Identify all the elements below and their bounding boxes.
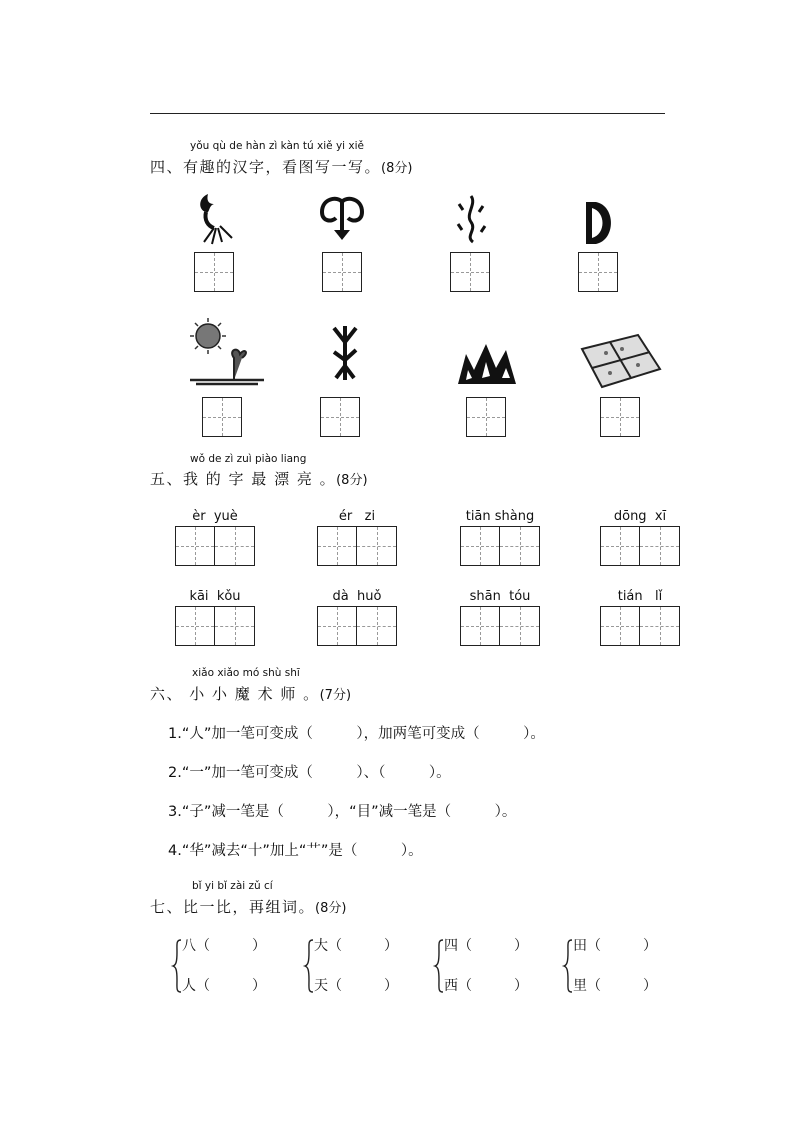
heart-pictograph-icon	[318, 196, 366, 244]
question-3: 3.“子”减一笔是（ ），“目”减一笔是（ ）。	[168, 804, 517, 820]
write-box[interactable]	[640, 606, 680, 646]
sec7-title: 七、比一比，再组词。(8分)	[150, 898, 347, 916]
brace-icon	[304, 938, 314, 994]
sec4-pinyin: yǒu qù de hàn zì kàn tú xiě yi xiě	[190, 140, 365, 152]
question-1: 1.“人”加一笔可变成（ ），加两笔可变成（ ）。	[168, 726, 545, 742]
write-box[interactable]	[460, 526, 500, 566]
word-pinyin: kāi kǒu	[189, 589, 241, 604]
write-box[interactable]	[578, 252, 618, 292]
sec6-title: 六、 小 小 魔 术 师 。(7分)	[150, 685, 352, 703]
write-box[interactable]	[215, 526, 255, 566]
tree-pictograph-icon	[330, 322, 360, 384]
word-box-pair[interactable]	[600, 526, 680, 566]
compare-top: 四（ ）	[444, 938, 528, 954]
write-box[interactable]	[317, 526, 357, 566]
word-box-pair[interactable]	[317, 606, 397, 646]
write-box[interactable]	[320, 397, 360, 437]
write-box[interactable]	[317, 606, 357, 646]
write-box[interactable]	[500, 606, 540, 646]
write-box[interactable]	[466, 397, 506, 437]
compare-top: 田（ ）	[573, 938, 657, 954]
word-box-pair[interactable]	[600, 606, 680, 646]
compare-top: 八（ ）	[182, 938, 266, 954]
question-2: 2.“一”加一笔可变成（ ）、（ ）。	[168, 765, 451, 781]
compare-bottom: 天（ ）	[314, 978, 398, 994]
word-box-pair[interactable]	[175, 526, 255, 566]
write-box[interactable]	[175, 606, 215, 646]
word-pinyin: dōng xī	[613, 509, 667, 524]
word-box-pair[interactable]	[317, 526, 397, 566]
compare-bottom: 人（ ）	[182, 978, 266, 994]
write-box[interactable]	[357, 526, 397, 566]
write-box[interactable]	[175, 526, 215, 566]
word-box-pair[interactable]	[460, 606, 540, 646]
write-box[interactable]	[215, 606, 255, 646]
write-box[interactable]	[600, 526, 640, 566]
sec6-pinyin: xiǎo xiǎo mó shù shī	[192, 667, 300, 679]
sec5-pinyin: wǒ de zì zuì piào liang	[190, 453, 307, 465]
compare-bottom: 里（ ）	[573, 978, 657, 994]
question-4: 4.“华”减去“十”加上“艹”是（ ）。	[168, 843, 423, 859]
write-box[interactable]	[194, 252, 234, 292]
moon-pictograph-icon	[582, 200, 616, 246]
sec6-score: (7分)	[319, 688, 352, 703]
word-pinyin: tián lǐ	[617, 589, 663, 604]
sec4-title: 四、有趣的汉字，看图写一写。(8分)	[150, 158, 413, 176]
write-box[interactable]	[202, 397, 242, 437]
write-box[interactable]	[640, 526, 680, 566]
sec7-score: (8分)	[315, 901, 347, 916]
write-box[interactable]	[322, 252, 362, 292]
write-box[interactable]	[450, 252, 490, 292]
write-box[interactable]	[600, 606, 640, 646]
compare-top: 大（ ）	[314, 938, 398, 954]
mountain-pictograph-icon	[456, 340, 518, 386]
sec4-score: (8分)	[381, 161, 413, 176]
sec5-title: 五、我 的 字 最 漂 亮 。(8分)	[150, 470, 368, 488]
write-box[interactable]	[500, 526, 540, 566]
word-pinyin: èr yuè	[192, 509, 238, 524]
write-box[interactable]	[460, 606, 500, 646]
write-box[interactable]	[600, 397, 640, 437]
word-pinyin: shān tóu	[469, 589, 531, 604]
sec7-pinyin: bǐ yi bǐ zài zǔ cí	[192, 880, 273, 892]
word-pinyin: dà huǒ	[332, 589, 382, 604]
water-pictograph-icon	[455, 194, 489, 244]
brace-icon	[172, 938, 182, 994]
word-box-pair[interactable]	[460, 526, 540, 566]
bird-pictograph-icon	[194, 192, 234, 244]
brace-icon	[434, 938, 444, 994]
brace-icon	[563, 938, 573, 994]
word-pinyin: tiān shàng	[465, 509, 535, 524]
field-pictograph-icon	[578, 333, 662, 389]
sec5-score: (8分)	[336, 473, 368, 488]
word-box-pair[interactable]	[175, 606, 255, 646]
write-box[interactable]	[357, 606, 397, 646]
word-pinyin: ér zi	[338, 509, 376, 524]
compare-bottom: 西（ ）	[444, 978, 528, 994]
sunrise-pictograph-icon	[188, 316, 266, 388]
top-rule	[150, 113, 665, 114]
